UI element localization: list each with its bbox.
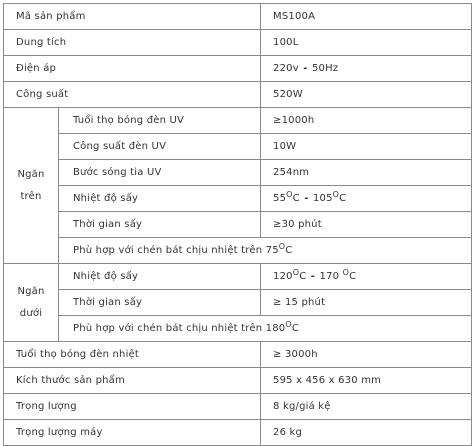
table-row: [4, 212, 472, 238]
heat-life-label: Tuổi thọ bóng đèn nhiệt: [4, 342, 261, 368]
uv-power-label: Công suất đèn UV: [59, 134, 261, 160]
lower-temp-min: 120: [273, 271, 293, 282]
weight-rack-value: 8 kg/giá kệ: [261, 394, 472, 420]
temp-unit: C: [349, 271, 357, 282]
temp-unit: C: [285, 245, 293, 256]
table-row: [4, 30, 472, 56]
lower-time-label: Thời gian sấy: [59, 290, 261, 316]
table-row: [4, 316, 472, 342]
lower-label-line2: dưới: [19, 307, 43, 319]
upper-temp-min: 55: [273, 193, 287, 204]
table-row: [4, 420, 472, 446]
table-row: [4, 238, 472, 264]
upper-note-text: Phù hợp với chén bát chịu nhiệt trên 75: [73, 245, 279, 256]
lower-temp-max: 170: [319, 271, 340, 282]
weight-rack-label: Trọng lượng: [4, 394, 261, 420]
upper-time-value: ≥30 phút: [261, 212, 472, 238]
upper-label-line2: trên: [20, 190, 42, 202]
lower-label-line1: Ngăn: [17, 285, 45, 297]
lower-compartment-label: [4, 264, 59, 342]
table-row: [4, 82, 472, 108]
uv-life-label: Tuổi thọ bóng đèn UV: [59, 108, 261, 134]
table-row: [4, 394, 472, 420]
uv-power-value: 10W: [261, 134, 472, 160]
uv-wave-value: 254nm: [261, 160, 472, 186]
range-dash: -: [310, 271, 316, 282]
range-dash: -: [303, 63, 308, 74]
table-row: [4, 264, 472, 290]
upper-temp-label: Nhiệt độ sấy: [59, 186, 261, 212]
table-row: [4, 56, 472, 82]
lower-time-value: ≥ 15 phút: [261, 290, 472, 316]
degree-mark: O: [278, 242, 286, 251]
table-row: [4, 342, 472, 368]
temp-unit: C: [291, 323, 300, 334]
uv-wave-label: Bước sóng tia UV: [59, 160, 261, 186]
upper-temp-value: [261, 186, 472, 212]
size-label: Kích thước sản phẩm: [4, 368, 261, 394]
temp-unit: C: [292, 193, 300, 204]
voltage-volts: 220v: [273, 63, 299, 74]
upper-compartment-label: [4, 108, 59, 264]
capacity-value: 100L: [261, 30, 472, 56]
uv-life-value: ≥1000h: [261, 108, 472, 134]
table-row: [4, 134, 472, 160]
voltage-label: Điện áp: [4, 56, 261, 82]
table-row: [4, 290, 472, 316]
table-row: [4, 186, 472, 212]
capacity-label: Dung tích: [4, 30, 261, 56]
weight-machine-label: Trọng lượng máy: [4, 420, 261, 446]
voltage-hz: 50Hz: [311, 63, 339, 74]
degree-mark: O: [342, 268, 350, 277]
upper-temp-max: 105: [312, 193, 333, 204]
table-row: [4, 160, 472, 186]
upper-note: [59, 238, 472, 264]
upper-label-line1: Ngăn: [17, 168, 45, 180]
power-label: Công suất: [4, 82, 261, 108]
temp-unit: C: [339, 193, 347, 204]
lower-note-text: Phù hợp với chén bát chịu nhiệt trên 180: [73, 323, 286, 334]
table-row: [4, 4, 472, 30]
degree-mark: O: [332, 190, 340, 199]
spec-table: [3, 3, 472, 446]
lower-note: [59, 316, 472, 342]
heat-life-value: ≥ 3000h: [261, 342, 472, 368]
weight-machine-value: 26 kg: [261, 420, 472, 446]
range-dash: -: [304, 193, 309, 204]
model-label: Mã sản phẩm: [4, 4, 261, 30]
table-row: [4, 368, 472, 394]
lower-temp-label: Nhiệt độ sấy: [59, 264, 261, 290]
temp-unit: C: [299, 271, 307, 282]
table-row: [4, 108, 472, 134]
size-value: 595 x 456 x 630 mm: [261, 368, 472, 394]
degree-mark: O: [285, 320, 292, 329]
power-value: 520W: [261, 82, 472, 108]
degree-mark: O: [292, 268, 300, 277]
upper-time-label: Thời gian sấy: [59, 212, 261, 238]
degree-mark: O: [286, 190, 293, 199]
lower-temp-value: [261, 264, 472, 290]
model-value: MS100A: [261, 4, 472, 30]
voltage-value: [261, 56, 472, 82]
